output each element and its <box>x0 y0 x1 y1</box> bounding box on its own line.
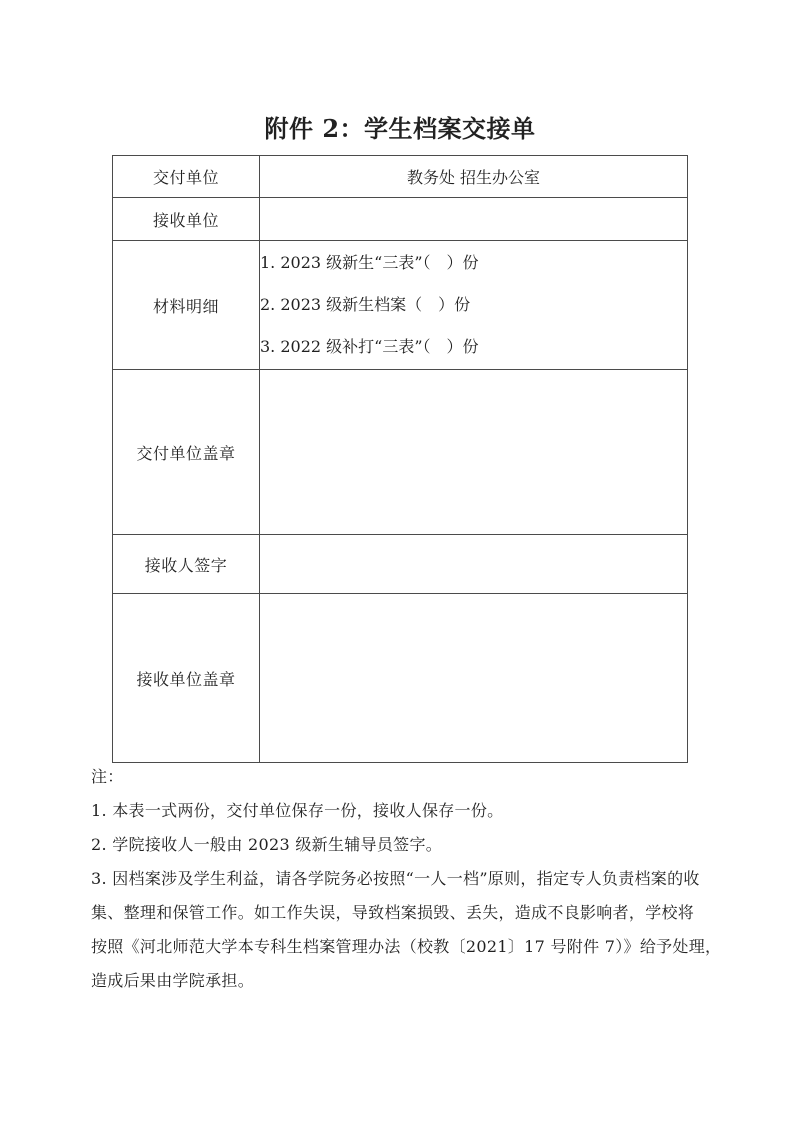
table-row-receiver-signature <box>113 535 688 594</box>
note-2: 2. 学院接收人一般由 2023 级新生辅导员签字。 <box>91 835 443 854</box>
receiver-signature-area <box>260 535 688 594</box>
page-title: 附件 2：学生档案交接单 <box>264 114 536 143</box>
note-3-line-3: 按照《河北师范大学本专科生档案管理办法（校教〔2021〕17 号附件 7）》给予处理， <box>91 937 722 956</box>
receiving-unit-value <box>260 198 688 241</box>
handover-table <box>112 155 688 763</box>
note-3-line-1: 3. 因档案涉及学生利益，请各学院务必按照“一人一档”原则，指定专人负责档案的收 <box>91 869 700 888</box>
material-item-1: 1. 2023 级新生“三表”（ ）份 <box>260 253 479 272</box>
receiving-unit-label: 接收单位 <box>113 198 260 241</box>
table-row-receiving-unit <box>113 198 688 241</box>
receiving-unit-stamp-label: 接收单位盖章 <box>113 594 260 763</box>
delivery-unit-value: 教务处 招生办公室 <box>260 156 688 198</box>
note-3-line-4: 造成后果由学院承担。 <box>91 971 255 990</box>
table-row-material-details <box>113 241 688 370</box>
table-row-delivery-unit <box>113 156 688 198</box>
delivery-unit-stamp-label: 交付单位盖章 <box>113 370 260 535</box>
delivery-unit-stamp-area <box>260 370 688 535</box>
receiving-unit-stamp-area <box>260 594 688 763</box>
material-item-2: 2. 2023 级新生档案（ ）份 <box>260 295 471 314</box>
note-3-line-2: 集、整理和保管工作。如工作失误，导致档案损毁、丢失，造成不良影响者，学校将 <box>91 903 695 922</box>
delivery-unit-label: 交付单位 <box>113 156 260 198</box>
notes-section <box>91 760 731 998</box>
note-1: 1. 本表一式两份，交付单位保存一份，接收人保存一份。 <box>91 801 504 820</box>
material-details-list <box>260 241 688 370</box>
receiver-signature-label: 接收人签字 <box>113 535 260 594</box>
notes-heading: 注： <box>91 767 124 786</box>
table-row-receiving-unit-stamp <box>113 594 688 763</box>
material-details-label: 材料明细 <box>113 241 260 370</box>
table-row-delivery-unit-stamp <box>113 370 688 535</box>
material-item-3: 3. 2022 级补打“三表”（ ）份 <box>260 337 479 356</box>
